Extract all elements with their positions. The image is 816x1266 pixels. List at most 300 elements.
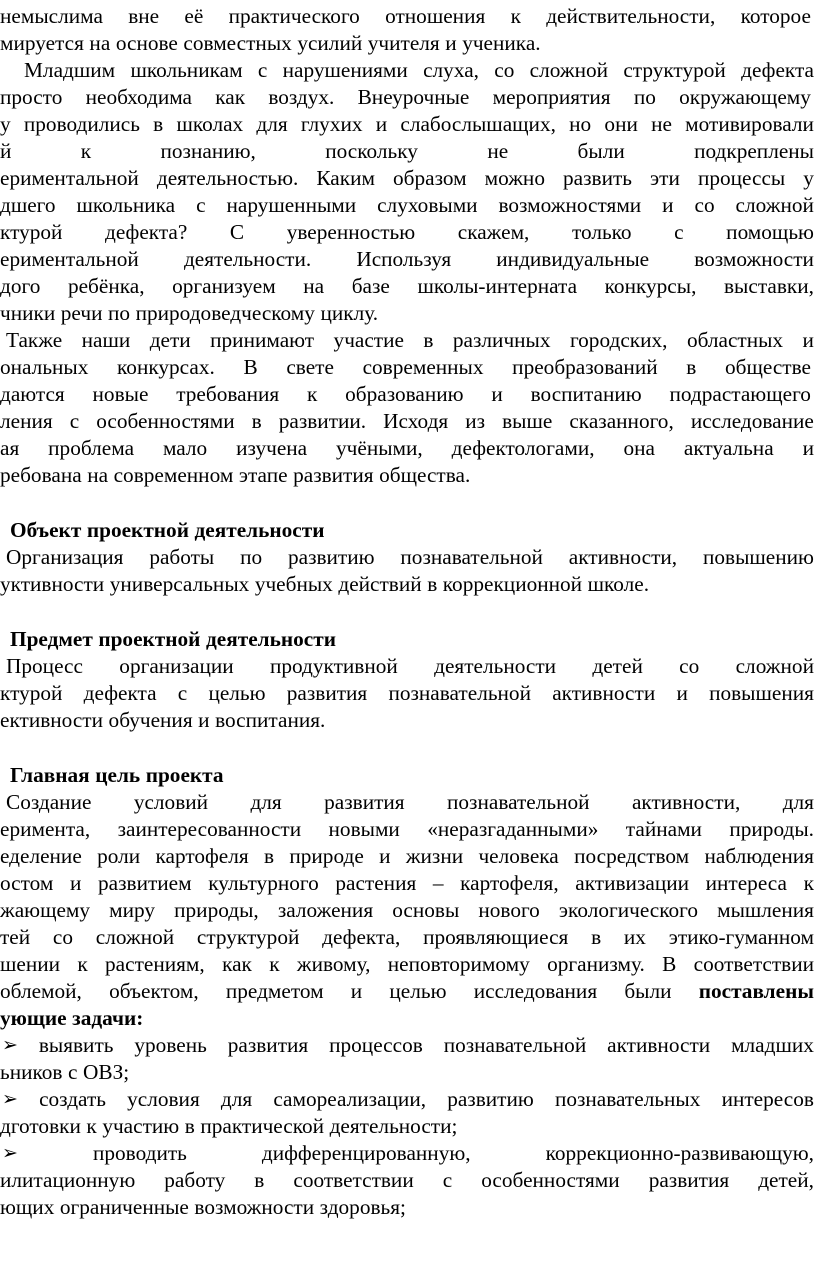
word: скажем, [457,220,530,244]
word: природе [289,844,364,868]
word: работы [149,545,215,569]
word: и [676,681,688,705]
word: и [375,112,388,136]
word: подрастающего [669,382,811,406]
word: Объект [10,518,82,542]
word: Создание [6,790,92,814]
word: проявляющиеся [423,925,569,949]
text-line [0,678,814,708]
word: образованию [345,382,464,406]
text-line [0,217,814,247]
word: учителя [367,31,440,55]
word: соответствии [293,1168,414,1192]
word: деятельности [434,654,557,678]
word: посредством [574,844,690,868]
word: универсальных [109,572,250,596]
word: они [604,112,638,136]
word: её [184,4,204,28]
bullet-arrow-icon: ➢ [2,1142,18,1164]
word: действительности, [546,4,716,28]
word: природы. [729,817,814,841]
word: работу [164,1168,226,1192]
word: жающему [0,898,91,922]
word: речи [60,301,103,325]
word: младших [731,1033,814,1057]
word: неповторимому [387,952,530,976]
word: возможностями [498,193,642,217]
word: к [80,139,92,163]
word: к [86,1114,97,1138]
word: сложной [735,193,814,217]
word: самореализации, [273,1087,427,1111]
text-line [0,922,814,952]
text-line [0,28,814,58]
word: в [423,328,434,352]
word: растения [335,871,417,895]
word: слуха, [423,58,479,82]
word: интереса [705,871,787,895]
word: ональных [0,355,89,379]
text-line [0,1057,814,1087]
word: к [510,4,521,28]
word: деятельности; [329,1114,458,1138]
word: В [662,952,677,976]
text-line [0,163,814,193]
word: можно [484,166,545,190]
word: познавательных [554,1087,701,1111]
text-line [0,1165,814,1195]
word: ериментальной [0,247,139,271]
text-line [24,55,814,85]
word: соответствии [693,952,814,976]
word: цель [95,763,141,787]
word: сказанного, [569,409,674,433]
word: познавательной [447,790,590,814]
text-line [0,352,811,382]
word: коррекционно-развивающую, [545,1141,814,1165]
word: активности, [631,790,741,814]
word: для [250,790,282,814]
word: Главная [10,763,90,787]
word: здоровья; [319,1195,406,1219]
text-line [0,1192,814,1222]
word: с [69,409,80,433]
word: со [52,925,74,949]
word: продуктивной [269,654,398,678]
word: только [571,220,632,244]
text-line [0,406,814,436]
word: школах [176,112,244,136]
word: проблема [48,436,135,460]
word: вне [128,4,160,28]
word: познавательной [388,681,531,705]
word: с [196,193,206,217]
text-line [0,814,814,844]
word: жизни [405,844,464,868]
word: «неразгаданными» [427,817,599,841]
word: исследования [473,979,598,1003]
word: к [77,952,88,976]
word: отношения [385,4,486,28]
word: чники [0,301,56,325]
word: не [651,112,672,136]
word: условия [127,1087,200,1111]
word: различных [452,328,551,352]
word: из [465,409,486,433]
word: С [229,220,245,244]
word: слуховыми [377,193,478,217]
word: возможности [694,247,814,271]
word: с [442,1168,453,1192]
text-line [6,325,814,355]
word: наблюдения [704,844,814,868]
word: воспитанию [530,382,642,406]
word: процессов [329,1033,423,1057]
word: к [306,382,318,406]
word: школьника [76,193,176,217]
text-line [0,569,814,599]
word: ющих [0,1195,55,1219]
word: к [803,871,814,895]
word: в [251,409,262,433]
word: и [802,328,814,352]
word: дефектологами, [451,436,595,460]
word: и [198,708,210,732]
word: свете [286,355,334,379]
word: в [153,112,164,136]
word: проводить [92,1141,187,1165]
word: Организация [6,545,124,569]
word: нового [478,898,540,922]
word: учёными, [336,436,423,460]
word: но [569,112,592,136]
word: процессы [697,166,786,190]
word: природы, [174,898,259,922]
word: школьникам [130,58,243,82]
word: школы-интерната [417,274,578,298]
word: глухих [300,112,363,136]
word: целью [208,681,266,705]
text-line [0,244,814,274]
word: Каким [316,166,375,190]
word: были [577,139,625,163]
word: создать [39,1087,106,1111]
word: выше [502,409,553,433]
word: помощью [726,220,814,244]
word: активизации [575,871,690,895]
word: практического [228,4,360,28]
word: обществе [724,355,811,379]
word: усилий [297,31,363,55]
text-line [0,1,811,31]
word: подкреплены [694,139,814,163]
word: задачи: [72,1006,144,1030]
word: и [70,871,82,895]
word: еделение [0,844,82,868]
word: областных [686,328,784,352]
word: у [803,166,814,190]
word: поставлены [698,979,814,1003]
word: новые [92,382,149,406]
bullet-arrow-icon: ➢ [2,1088,18,1110]
word: по [633,85,656,109]
word: со [694,193,715,217]
word: роли [97,844,141,868]
word: и [445,31,457,55]
word: основе [115,31,178,55]
word: дефекта [83,681,157,705]
text-line [0,976,814,1006]
word: Процесс [6,654,83,678]
word: повышения [709,681,814,705]
text-line [2,1084,814,1114]
word: деятельности [205,627,336,651]
word: ления [0,409,53,433]
word: детей [592,654,643,678]
word: ективности [0,708,104,732]
word: ериментальной [0,166,139,190]
word: й [0,139,12,163]
word: особенностями [481,1168,620,1192]
word: миру [109,898,156,922]
text-line [0,895,814,925]
word: немыслима [0,4,103,28]
word: городских, [569,328,668,352]
word: Исходя [383,409,449,433]
word: природоведческому [135,301,315,325]
word: в [427,572,438,596]
word: активности, [568,545,678,569]
word: не [487,139,509,163]
word: преобразований [512,355,658,379]
word: были [624,979,672,1003]
word: общества. [379,463,471,487]
word: развитию [287,545,375,569]
word: изучена [236,436,308,460]
word: основы [392,898,460,922]
word: дети [149,328,191,352]
word: Внеурочные [357,85,470,109]
word: воспитания. [215,708,326,732]
word: мируется [0,31,84,55]
word: на [89,31,111,55]
word: экологического [558,898,699,922]
word: дефекта? [105,220,188,244]
word: эти [650,166,680,190]
word: учебных [254,572,333,596]
word: требования [176,382,280,406]
word: облемой, [0,979,82,1003]
word: которое [740,4,811,28]
word: еримента, [0,817,91,841]
word: развития [648,1168,730,1192]
word: на [303,274,325,298]
word: в [686,355,697,379]
word: с [68,1060,78,1084]
text-line [0,460,811,490]
word: уровень [134,1033,207,1057]
word: к [269,952,280,976]
word: практической [200,1114,325,1138]
word: нарушенными [226,193,357,217]
word: развития [227,1033,309,1057]
word: образом [393,166,467,190]
word: мотивировали [685,112,814,136]
word: уверенностью [286,220,416,244]
text-line [6,651,814,681]
word: для [220,1087,253,1111]
word: дифференцированную, [261,1141,471,1165]
word: деятельностью. [156,166,299,190]
word: коррекционной [442,572,583,596]
word: развитию [447,1087,534,1111]
word: с [177,681,188,705]
word: Предмет [10,627,93,651]
word: проектной [86,518,189,542]
word: повышению [702,545,814,569]
word: деятельности [194,518,325,542]
word: наши [81,328,131,352]
word: развития [286,681,368,705]
word: развитии. [278,409,367,433]
word: объектом, [109,979,199,1003]
word: конкурсы, [604,274,697,298]
word: остом [0,871,54,895]
word: проводились [23,112,140,136]
word: со [494,58,515,82]
text-line [0,109,814,139]
word: илитационную [0,1168,136,1192]
word: заинтересованности [117,817,302,841]
word: ОВЗ; [83,1060,130,1084]
word: просто [0,85,63,109]
word: действий [338,572,422,596]
word: дготовки [0,1114,81,1138]
word: познанию, [160,139,256,163]
word: актуальна [683,436,774,460]
word: растениям, [105,952,205,976]
word: сложной [95,925,175,949]
text-line [2,1030,814,1060]
word: уктивности [0,572,105,596]
word: проектной [98,627,201,651]
text-line [0,949,814,979]
word: культурного [208,871,319,895]
word: исследование [690,409,814,433]
text-line [0,271,814,301]
word: как [215,85,246,109]
text-line [0,705,814,735]
word: В [243,355,258,379]
word: сложной [529,58,609,82]
word: условий [133,790,209,814]
word: ктурой [0,681,63,705]
word: интересов [721,1087,814,1111]
word: современных [362,355,484,379]
word: по [240,545,263,569]
word: этапе [238,463,288,487]
word: ая [0,436,20,460]
word: на [87,463,109,487]
word: окружающему [679,85,811,109]
word: циклу. [320,301,379,325]
word: организации [119,654,234,678]
word: организуем [172,274,276,298]
text-line [0,190,814,220]
word: у [0,112,11,136]
word: – [432,871,444,895]
word: ующие [0,1006,67,1030]
text-line [6,542,814,572]
word: этико-гуманном [668,925,814,949]
word: обучения [108,708,193,732]
word: конкурсах. [117,355,215,379]
word: и [802,436,814,460]
word: тей [0,925,31,949]
word: по [108,301,131,325]
word: воздух. [268,85,335,109]
word: в [184,1114,195,1138]
word: индивидуальные [496,247,650,271]
text-line [0,298,814,328]
word: принимают [210,328,315,352]
word: их [623,925,646,949]
word: мало [162,436,208,460]
word: детей, [758,1168,814,1192]
word: познавательной [443,1033,587,1057]
word: нарушениями [282,58,408,82]
word: особенностями [96,409,235,433]
word: мышления [717,898,814,922]
text-line [0,868,814,898]
word: с [257,58,268,82]
word: она [623,436,655,460]
word: ктурой [0,220,63,244]
word: новыми [328,817,400,841]
word: заложения [277,898,374,922]
word: шении [0,952,61,976]
word: ученика. [462,31,541,55]
word: проекта [145,763,224,787]
word: дого [0,274,41,298]
word: предметом [225,979,324,1003]
text-line [0,1003,814,1033]
word: с [674,220,684,244]
word: и [662,193,674,217]
word: для [256,112,288,136]
word: для [782,790,814,814]
word: дефекта, [322,925,401,949]
word: познавательной [400,545,543,569]
word: ребёнка, [67,274,145,298]
word: структурой [623,58,726,82]
word: выявить [38,1033,114,1057]
text-line [0,1111,814,1141]
text-line [0,379,811,409]
word: участию [102,1114,180,1138]
text-line [0,136,814,166]
word: развить [563,166,633,190]
word: ьников [0,1060,63,1084]
word: в [254,1168,265,1192]
word: современном [113,463,234,487]
word: деятельности. [183,247,312,271]
word: дшего [0,193,56,217]
word: школе. [587,572,650,596]
text-line [0,433,814,463]
word: структурой [196,925,300,949]
bullet-arrow-icon: ➢ [2,1034,18,1056]
